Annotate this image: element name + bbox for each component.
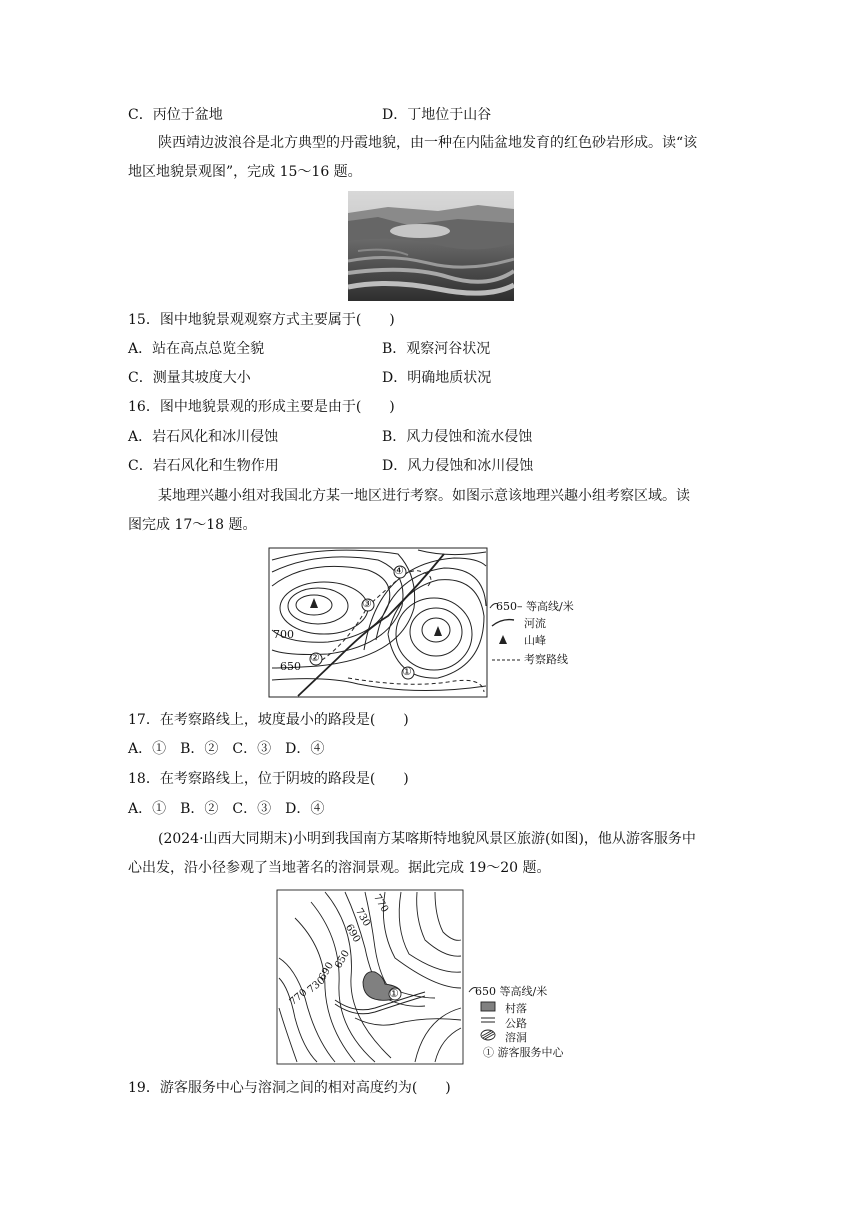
map1-legend-river: 河流	[524, 617, 546, 630]
passage1-line1: 陕西靖边波浪谷是北方典型的丹霞地貌，由一种在内陆盆地发育的红色砂岩形成。读“该	[158, 135, 698, 151]
map2-legend-cave: 溶洞	[505, 1031, 527, 1044]
q16-option-d: D．风力侵蚀和冰川侵蚀	[382, 458, 534, 474]
q17-stem: 17．在考察路线上，坡度最小的路段是( )	[128, 712, 409, 728]
passage3-line1: (2024·山西大同期末)小明到我国南方某喀斯特地貌风景区旅游(如图)，他从游客服务中	[158, 831, 696, 847]
map1-label-3: ③	[362, 597, 372, 610]
passage3-line2: 心出发，沿小径参观了当地著名的溶洞景观。据此完成 19～20 题。	[128, 860, 551, 876]
map2-label-690a: 690	[343, 922, 363, 945]
passage2-line2: 图完成 17～18 题。	[128, 517, 257, 533]
q14-option-d: D．丁地位于山谷	[382, 107, 492, 123]
landform-photo	[348, 191, 514, 301]
map2-label-730a: 730	[353, 906, 373, 929]
q15-option-d: D．明确地质状况	[382, 370, 492, 386]
q18-stem: 18．在考察路线上，位于阴坡的路段是( )	[128, 771, 409, 787]
map2-legend-road: 公路	[505, 1017, 527, 1030]
map1-label-1: ①	[402, 665, 412, 678]
map1-legend-contour: 650– 等高线/米	[496, 600, 574, 613]
q16-option-b: B．风力侵蚀和流水侵蚀	[382, 429, 533, 445]
q15-option-c: C．测量其坡度大小	[128, 370, 251, 386]
map2-label-730b: 730	[305, 975, 328, 996]
q16-stem: 16．图中地貌景观的形成主要是由于( )	[128, 399, 395, 415]
map1-legend-peak: 山峰	[524, 634, 546, 647]
q15-option-b: B．观察河谷状况	[382, 341, 491, 357]
map2-label-690b: 690	[317, 960, 337, 983]
map1-label-650: 650	[280, 660, 301, 673]
q16-option-c: C．岩石风化和生物作用	[128, 458, 279, 474]
map1-label-700: 700	[273, 628, 294, 641]
map2-label-770b: 770	[287, 987, 310, 1008]
map2-legend-center: ① 游客服务中心	[483, 1046, 564, 1059]
q19-stem: 19．游客服务中心与溶洞之间的相对高度约为( )	[128, 1080, 451, 1096]
map1-label-4: ④	[394, 564, 404, 577]
map2-legend-village: 村落	[505, 1002, 527, 1015]
map1-legend-route: 考察路线	[524, 653, 568, 666]
passage2-line1: 某地理兴趣小组对我国北方某一地区进行考察。如图示意该地理兴趣小组考察区域。读	[158, 488, 690, 504]
passage1-line2: 地区地貌景观图”，完成 15～16 题。	[128, 164, 362, 180]
q15-stem: 15．图中地貌景观观察方式主要属于( )	[128, 312, 395, 328]
map2-legend-contour: 650 等高线/米	[475, 985, 548, 998]
q17-options: A．① B．② C．③ D．④	[128, 741, 325, 757]
contour-map-karst	[275, 888, 595, 1068]
q15-option-a: A．站在高点总览全貌	[128, 341, 265, 357]
map1-label-2: ②	[310, 651, 320, 664]
q18-options: A．① B．② C．③ D．④	[128, 801, 325, 817]
map2-label-650: 650	[333, 948, 353, 971]
map2-label-1: ①	[389, 987, 399, 1000]
map2-label-770a: 770	[371, 892, 391, 915]
q16-option-a: A．岩石风化和冰川侵蚀	[128, 429, 279, 445]
contour-map-north	[268, 546, 594, 700]
q14-option-c: C．丙位于盆地	[128, 107, 223, 123]
